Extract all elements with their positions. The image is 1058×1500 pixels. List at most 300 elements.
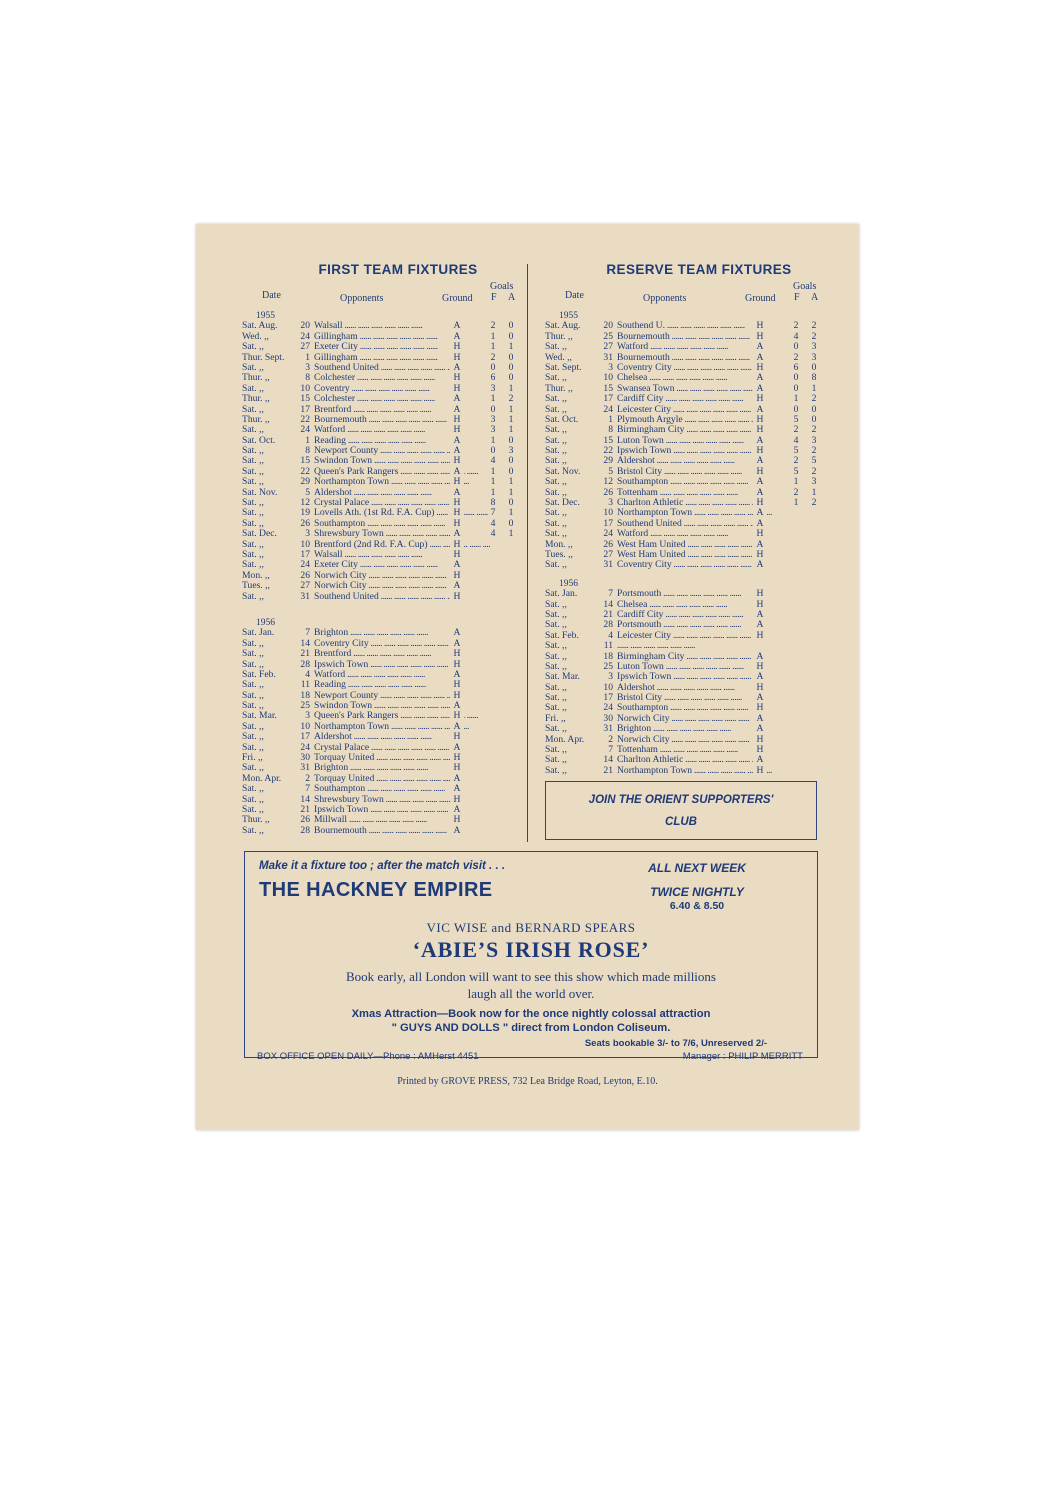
fixture-day: Sat. Dec. <box>545 498 580 509</box>
fixture-opponent: Leicester City ..... <box>617 631 793 641</box>
fixture-date: 27 <box>603 548 613 560</box>
fixture-ground: A <box>753 342 767 352</box>
fixture-opponent: Bournemouth ..... <box>617 332 793 342</box>
fixture-opponent: Brentford ..... <box>314 649 490 659</box>
advert-xmas-line2: " GUYS AND DOLLS " direct from London Coliseum. <box>391 1022 671 1034</box>
fixture-date: 21 <box>603 608 613 620</box>
fixture-opponent: Walsall ..... <box>314 321 490 331</box>
fixture-date: 5 <box>608 465 613 477</box>
fixture-date: 24 <box>603 702 613 714</box>
fixture-opponent: Swindon Town ..... <box>314 456 490 466</box>
fixture-date: 8 <box>608 424 613 436</box>
fixture-day: Sat. ,, <box>242 794 264 805</box>
fixture-ground: A <box>450 405 464 415</box>
fixture-row <box>545 631 831 641</box>
fixture-row <box>545 373 831 383</box>
fixture-goals-against: 1 <box>508 486 514 498</box>
fixture-day: Sat. ,, <box>242 498 264 509</box>
fixture-day: Sat. ,, <box>242 804 264 815</box>
fixture-ground: A <box>450 436 464 446</box>
fixture-ground: H <box>450 415 464 425</box>
fixture-date: 7 <box>305 783 310 795</box>
fixture-row <box>242 649 532 659</box>
fixture-day: Sat. Oct. <box>242 435 276 446</box>
fixture-date: 20 <box>300 320 310 332</box>
fixture-goals-for: 7 <box>490 507 496 519</box>
fixture-opponent: Southend United ..... <box>314 592 490 602</box>
fixture-goals-against: 0 <box>508 330 514 342</box>
fixture-date: 17 <box>603 517 613 529</box>
fixture-date: 25 <box>603 330 613 342</box>
fixture-date: 3 <box>608 361 613 373</box>
date-header: Date <box>565 290 584 301</box>
fixture-goals-for: 0 <box>490 403 496 415</box>
fixture-date: 30 <box>603 712 613 724</box>
fixture-day: Sat. ,, <box>242 404 264 415</box>
fixture-goals-for: 1 <box>490 476 496 488</box>
fixture-day: Sat. ,, <box>545 599 567 610</box>
fixture-goals-for: 4 <box>490 528 496 540</box>
fixture-goals-for: 1 <box>490 486 496 498</box>
fixture-day: Sat. ,, <box>545 425 567 436</box>
fixture-ground: A <box>450 639 464 649</box>
fixture-day: Mon. Apr. <box>545 734 585 745</box>
fixture-ground: H <box>753 425 767 435</box>
fixture-day: Sat. Aug. <box>545 321 581 332</box>
fixture-day: Sat. ,, <box>545 477 567 488</box>
fixture-opponent: Southend U. ..... <box>617 321 793 331</box>
fixture-goals-against: 1 <box>508 413 514 425</box>
fixture-ground: A <box>753 620 767 630</box>
fixture-ground: A <box>450 446 464 456</box>
fixture-row <box>545 415 831 425</box>
fixture-row <box>242 488 532 498</box>
fixture-goals-against: 3 <box>811 351 817 363</box>
fixture-goals-against: 2 <box>508 393 514 405</box>
fixture-row <box>545 550 831 560</box>
fixture-date: 17 <box>300 731 310 743</box>
fixture-row <box>545 425 831 435</box>
fixture-ground: H <box>450 373 464 383</box>
fixture-day: Sat. ,, <box>242 560 264 571</box>
fixture-row <box>242 711 532 721</box>
fixture-opponent: Watford ..... <box>314 670 490 680</box>
fixture-date: 15 <box>603 434 613 446</box>
fixture-opponent: Norwich City ..... <box>314 571 490 581</box>
fixture-opponent: Shrewsbury Town ..... <box>314 795 490 805</box>
reserve-team-header <box>545 281 831 311</box>
fixture-ground: A <box>450 560 464 570</box>
fixture-goals-for: 1 <box>490 465 496 477</box>
fixture-goals-against: 2 <box>811 320 817 332</box>
fixture-row <box>545 589 831 599</box>
fixture-row <box>242 446 532 456</box>
fixture-opponent: Northampton Town ..... <box>314 477 490 487</box>
fixture-date: 22 <box>300 413 310 425</box>
fixture-row <box>242 592 532 602</box>
fixture-date: 2 <box>305 772 310 784</box>
fixture-ground: H <box>450 732 464 742</box>
fixture-day: Sat. ,, <box>242 342 264 353</box>
fixture-day: Sat. ,, <box>242 362 264 373</box>
fixture-day: Sat. ,, <box>545 342 567 353</box>
fixture-row <box>545 540 831 550</box>
fixture-row <box>545 620 831 630</box>
fixture-opponent: Ipswich Town ..... <box>617 446 793 456</box>
fixture-row <box>545 342 831 352</box>
fixture-row <box>545 662 831 672</box>
season-year-1955: 1955 <box>256 311 275 321</box>
fixture-ground: H <box>450 550 464 560</box>
fixture-day: Sat. ,, <box>545 620 567 631</box>
fixture-date: 3 <box>305 361 310 373</box>
fixture-row <box>545 755 831 765</box>
fixture-day: Sat. ,, <box>545 745 567 756</box>
fixture-date: 7 <box>608 744 613 756</box>
fixture-date: 4 <box>608 629 613 641</box>
fixture-row <box>545 519 831 529</box>
fixture-date: 1 <box>305 434 310 446</box>
fixture-day: Sat. ,, <box>545 394 567 405</box>
fixture-day: Sat. Nov. <box>242 487 278 498</box>
fixture-opponent: Lovells Ath. (1st Rd. F.A. Cup) ..... <box>314 508 490 518</box>
fixture-goals-against: 1 <box>508 424 514 436</box>
fixture-date: 3 <box>305 710 310 722</box>
fixture-row <box>242 743 532 753</box>
fixture-day: Sat. Oct. <box>545 414 579 425</box>
fixture-row <box>242 436 532 446</box>
fixture-ground: H <box>753 600 767 610</box>
fixture-opponent: Cardiff City ..... <box>617 610 793 620</box>
fixture-date: 26 <box>300 517 310 529</box>
fixture-goals-for: 2 <box>490 351 496 363</box>
fixture-row <box>242 691 532 701</box>
fixture-opponent: Queen's Park Rangers ..... <box>314 711 490 721</box>
fixture-day: Sat. ,, <box>242 701 264 712</box>
fixture-ground: H <box>753 683 767 693</box>
first-team-header <box>242 281 532 311</box>
fixture-day: Thur. ,, <box>242 815 270 826</box>
goals-against-header: A <box>811 292 819 303</box>
fixture-date: 20 <box>603 320 613 332</box>
fixture-ground: H <box>450 342 464 352</box>
fixture-ground: A <box>753 353 767 363</box>
fixture-goals-against: 0 <box>508 351 514 363</box>
fixture-date: 31 <box>603 559 613 571</box>
fixture-day: Sat. ,, <box>242 591 264 602</box>
fixture-row <box>242 805 532 815</box>
season-year-1956: 1956 <box>256 617 275 628</box>
fixture-date: 25 <box>603 660 613 672</box>
advert-seats: Seats bookable 3/- to 7/6, Unreserved 2/- <box>584 1038 767 1049</box>
opponents-header: Opponents <box>643 293 687 304</box>
fixture-row <box>242 353 532 363</box>
fixture-ground: A <box>450 394 464 404</box>
fixture-ground: A <box>450 805 464 815</box>
fixture-row <box>545 332 831 342</box>
fixture-day: Sat. Feb. <box>545 630 579 641</box>
fixture-row <box>242 540 532 550</box>
fixture-date: 24 <box>300 330 310 342</box>
fixture-goals-against: 0 <box>508 465 514 477</box>
fixture-opponent: Southampton ..... <box>617 703 793 713</box>
fixture-opponent: Southampton ..... <box>617 477 793 487</box>
supporters-club-box <box>545 781 817 840</box>
fixture-row <box>545 735 831 745</box>
fixture-opponent: Crystal Palace ..... <box>314 498 490 508</box>
fixture-row <box>545 363 831 373</box>
fixture-row <box>242 363 532 373</box>
fixture-date: 31 <box>300 590 310 602</box>
fixture-date: 22 <box>300 465 310 477</box>
fixture-day: Sat. ,, <box>545 755 567 766</box>
fixture-opponent: Chelsea ..... <box>617 600 793 610</box>
fixture-row <box>545 693 831 703</box>
fixture-ground: A <box>450 332 464 342</box>
goals-against-header: A <box>508 292 516 303</box>
fixture-goals-against: 2 <box>811 393 817 405</box>
fixture-date: 14 <box>603 598 613 610</box>
fixture-opponent: Tottenham ..... <box>617 745 793 755</box>
fixture-row <box>545 353 831 363</box>
fixture-opponent: Newport County ..... <box>314 446 490 456</box>
fixture-opponent: Northampton Town ..... <box>314 722 490 732</box>
fixture-ground: A <box>753 693 767 703</box>
fixture-day: Sat. ,, <box>242 518 264 529</box>
fixture-day: Tues. ,, <box>545 549 573 560</box>
fixture-goals-for: 5 <box>793 465 799 477</box>
fixture-ground: H <box>450 592 464 602</box>
fixture-ground: H <box>450 519 464 529</box>
fixture-opponent: Norwich City ..... <box>617 735 793 745</box>
fixture-ground: H <box>450 456 464 466</box>
fixture-goals-against: 1 <box>508 476 514 488</box>
fixture-day: Thur. ,, <box>242 394 270 405</box>
fixture-day: Sat. Mar. <box>242 711 277 722</box>
fixture-opponent: Newport County ..... <box>314 691 490 701</box>
fixture-goals-for: 1 <box>793 497 799 509</box>
fixture-date: 29 <box>300 476 310 488</box>
fixture-opponent: Brentford ..... <box>314 405 490 415</box>
fixture-opponent: Shrewsbury Town ..... <box>314 529 490 539</box>
fixture-day: Sat. ,, <box>545 724 567 735</box>
fixture-row <box>545 508 831 518</box>
fixture-day: Sat. ,, <box>545 609 567 620</box>
fixture-day: Thur. ,, <box>242 414 270 425</box>
fixture-goals-for: 4 <box>793 434 799 446</box>
fixture-opponent: Norwich City ..... <box>617 714 793 724</box>
fixture-opponent: West Ham United ..... <box>617 550 793 560</box>
fixture-goals-for: 0 <box>793 403 799 415</box>
fixture-day: Sat. ,, <box>242 721 264 732</box>
first-team-rows-1956 <box>242 628 532 836</box>
fixture-date: 18 <box>300 689 310 701</box>
fixture-row <box>242 581 532 591</box>
fixture-goals-for: 1 <box>490 393 496 405</box>
fixture-day: Sat. ,, <box>545 435 567 446</box>
fixture-ground: H <box>753 529 767 539</box>
fixture-goals-for: 2 <box>793 486 799 498</box>
fixture-row <box>545 488 831 498</box>
fixture-ground: H <box>753 550 767 560</box>
fixture-ground: A <box>450 529 464 539</box>
fixture-date: 26 <box>300 569 310 581</box>
fixture-goals-for: 2 <box>490 320 496 332</box>
advert-box-office: BOX OFFICE OPEN DAILY—Phone : AMHerst 4451 <box>257 1051 479 1062</box>
fixture-date: 12 <box>300 497 310 509</box>
fixture-ground: H <box>450 711 464 721</box>
fixture-opponent: Luton Town ..... <box>617 662 793 672</box>
fixture-row <box>242 763 532 773</box>
fixture-ground: H <box>450 353 464 363</box>
fixture-opponent: Coventry City ..... <box>314 639 490 649</box>
fixture-date: 28 <box>603 619 613 631</box>
fixture-day: Sat. ,, <box>545 693 567 704</box>
fixture-goals-against: 3 <box>811 341 817 353</box>
fixture-day: Sat. ,, <box>545 661 567 672</box>
fixture-opponent: Torquay United ..... <box>314 774 490 784</box>
date-header: Date <box>262 290 281 301</box>
first-team-rows-1955 <box>242 321 532 602</box>
fixture-ground: A <box>450 701 464 711</box>
fixture-ground: H <box>450 498 464 508</box>
fixture-row <box>545 394 831 404</box>
fixture-opponent: West Ham United ..... <box>617 540 793 550</box>
fixture-ground: A <box>753 560 767 570</box>
hackney-empire-advert <box>244 851 818 1062</box>
fixture-day: Sat. ,, <box>242 763 264 774</box>
fixture-date: 3 <box>608 497 613 509</box>
fixture-ground: A <box>753 456 767 466</box>
fixture-opponent: Ipswich Town ..... <box>314 805 490 815</box>
fixture-goals-for: 1 <box>793 476 799 488</box>
advert-blurb-line2: laugh all the world over. <box>467 986 595 1001</box>
fixture-opponent: Southend United ..... <box>314 363 490 373</box>
advert-blurb-line1: Book early, all London will want to see this show which made millions <box>346 969 716 984</box>
fixture-date: 14 <box>300 793 310 805</box>
fixture-date: 24 <box>603 403 613 415</box>
opponents-header: Opponents <box>340 293 384 304</box>
fixture-date: 31 <box>300 762 310 774</box>
fixture-date: 7 <box>305 627 310 639</box>
fixture-goals-for: 1 <box>490 341 496 353</box>
fixture-date: 24 <box>603 528 613 540</box>
fixture-ground: A <box>753 714 767 724</box>
fixture-day: Mon. ,, <box>545 539 573 550</box>
fixture-row <box>545 498 831 508</box>
fixture-day: Wed. ,, <box>545 352 572 363</box>
fixture-date: 28 <box>300 824 310 836</box>
fixture-goals-against: 0 <box>508 372 514 384</box>
fixture-day: Mon. Apr. <box>242 773 282 784</box>
fixture-day: Sat. ,, <box>242 638 264 649</box>
fixture-date: 8 <box>305 445 310 457</box>
fixture-day: Sat. ,, <box>545 446 567 457</box>
fixture-goals-against: 5 <box>811 455 817 467</box>
fixture-row <box>242 477 532 487</box>
supporters-club-line2: CLUB <box>665 816 697 828</box>
fixture-day: Sat. ,, <box>242 456 264 467</box>
fixture-date: 26 <box>603 486 613 498</box>
fixture-row <box>545 321 831 331</box>
fixture-row <box>242 753 532 763</box>
fixture-day: Sat. ,, <box>545 765 567 776</box>
fixture-goals-against: 1 <box>508 403 514 415</box>
fixture-date: 1 <box>608 413 613 425</box>
fixture-ground: H <box>753 363 767 373</box>
fixture-opponent: Southend United ..... <box>617 519 793 529</box>
fixture-ground: H <box>753 766 767 776</box>
fixture-date: 31 <box>603 723 613 735</box>
fixture-day: Sat. Jan. <box>242 628 275 639</box>
fixture-date: 10 <box>603 507 613 519</box>
fixture-ground: A <box>450 321 464 331</box>
ground-header: Ground <box>442 293 473 304</box>
fixture-opponent: Reading ..... <box>314 436 490 446</box>
fixture-opponent: Colchester ..... <box>314 373 490 383</box>
reserve-team-rows-1956 <box>545 589 831 776</box>
fixture-date: 26 <box>603 538 613 550</box>
fixture-row <box>242 550 532 560</box>
fixture-date: 15 <box>300 455 310 467</box>
fixture-goals-for: 1 <box>490 434 496 446</box>
fixture-row <box>242 571 532 581</box>
fixture-opponent: Ipswich Town ..... <box>617 672 793 682</box>
fixture-goals-against: 3 <box>508 445 514 457</box>
fixture-ground: H <box>450 753 464 763</box>
fixture-date: 31 <box>603 351 613 363</box>
fixture-day: Sat. ,, <box>545 529 567 540</box>
fixture-goals-for: 3 <box>490 413 496 425</box>
advert-next-week: ALL NEXT WEEK <box>648 861 746 875</box>
fixture-goals-for: 2 <box>793 351 799 363</box>
reserve-team-rows-1955 <box>545 321 831 570</box>
fixture-ground: H <box>450 508 464 518</box>
fixture-row <box>545 456 831 466</box>
fixture-goals-for: 8 <box>490 497 496 509</box>
fixture-date: 4 <box>305 668 310 680</box>
fixture-day: Sat. ,, <box>242 742 264 753</box>
fixture-row <box>242 467 532 477</box>
fixture-date: 11 <box>603 640 613 652</box>
fixture-goals-for: 5 <box>793 445 799 457</box>
fixture-goals-against: 2 <box>811 424 817 436</box>
fixture-row <box>242 560 532 570</box>
fixture-day: Thur. ,, <box>242 373 270 384</box>
advert-artists: VIC WISE and BERNARD SPEARS <box>426 920 636 935</box>
fixture-day: Sat. ,, <box>545 456 567 467</box>
fixture-row <box>545 600 831 610</box>
advert-show-title: ‘ABIE’S IRISH ROSE’ <box>412 937 650 962</box>
fixture-opponent: Watford ..... <box>617 342 793 352</box>
fixture-ground: A <box>753 373 767 383</box>
fixture-opponent: Queen's Park Rangers ..... <box>314 467 490 477</box>
fixture-day: Sat. Dec. <box>242 529 277 540</box>
fixture-ground: A <box>450 826 464 836</box>
fixture-opponent: Northampton Town ..... <box>617 766 793 776</box>
fixture-date: 10 <box>300 720 310 732</box>
fixture-ground: H <box>753 394 767 404</box>
fixture-day: Sat. ,, <box>545 641 567 652</box>
fixture-goals-against: 2 <box>811 445 817 457</box>
fixture-goals-for: 1 <box>490 330 496 342</box>
fixture-row <box>242 774 532 784</box>
fixture-goals-against: 8 <box>811 372 817 384</box>
fixture-opponent: Aldershot ..... <box>617 683 793 693</box>
advert-blurb <box>245 968 817 1002</box>
fixture-day: Sat. ,, <box>545 703 567 714</box>
fixture-opponent: Tottenham ..... <box>617 488 793 498</box>
